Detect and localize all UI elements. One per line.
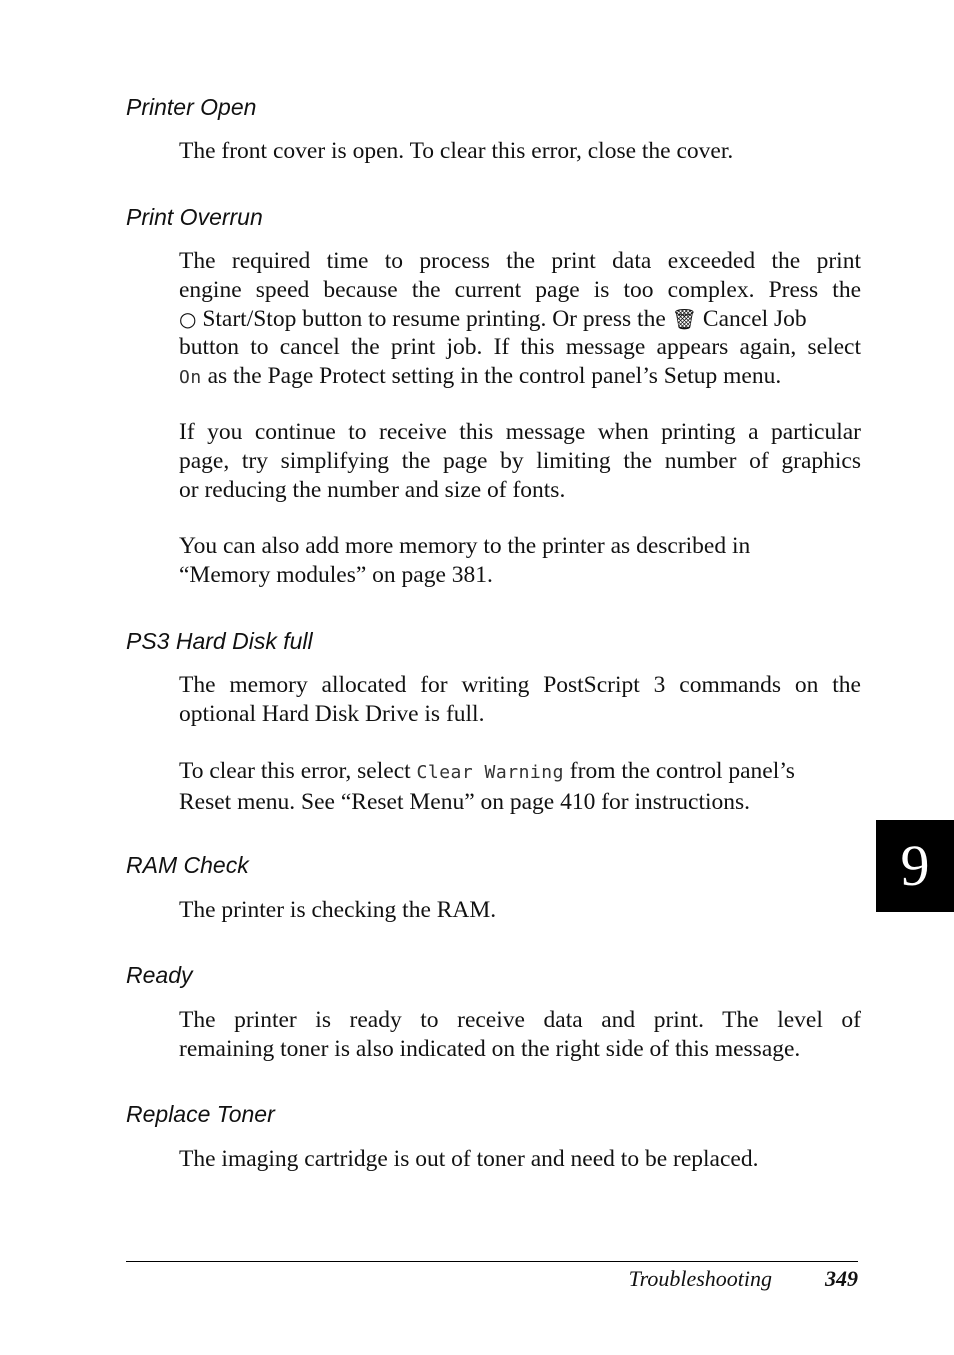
text-line: You can also add more memory to the printer as described in	[179, 533, 751, 559]
text-run: Cancel Job	[697, 305, 807, 332]
text-line: The imaging cartridge is out of toner and need to be replaced.	[179, 1146, 759, 1172]
text-line: page, try simplifying the page by limiting the number of graphics	[179, 447, 861, 474]
paragraph-ps3-hard-disk-2	[179, 757, 861, 817]
heading-ram-check: RAM Check	[126, 852, 249, 878]
paragraph-print-overrun-1	[179, 247, 861, 393]
text-line: optional Hard Disk Drive is full.	[179, 700, 485, 727]
start-stop-icon: ○	[179, 306, 197, 331]
heading-replace-toner: Replace Toner	[126, 1101, 275, 1127]
text-line: Reset menu. See “Reset Menu” on page 410 for instructions.	[179, 788, 751, 815]
paragraph-ram-check	[179, 896, 861, 925]
lcd-code-clear-warning: Clear Warning	[416, 762, 564, 783]
paragraph-replace-toner	[179, 1145, 861, 1174]
text-line: or reducing the number and size of fonts.	[179, 476, 566, 503]
paragraph-print-overrun-2	[179, 418, 861, 504]
paragraph-print-overrun-3	[179, 532, 861, 590]
paragraph-ps3-hard-disk-1	[179, 671, 861, 729]
heading-ready: Ready	[126, 962, 193, 988]
text-line: The printer is checking the RAM.	[179, 897, 497, 923]
cancel-job-icon: 🗑	[671, 306, 698, 331]
text-line: The required time to process the print data exceeded the print	[179, 248, 861, 274]
text-line	[179, 305, 861, 334]
text-line: button to cancel the print job. If this message appears again, select	[179, 334, 861, 361]
text-line: remaining toner is also indicated on the right side of this message.	[179, 1035, 801, 1062]
text-run: from the control panel’s	[563, 758, 795, 784]
text-line: The memory allocated for writing PostScript 3 commands on the	[179, 672, 861, 698]
text-run: as the Page Protect setting in the control panel’s Setup menu.	[201, 363, 782, 390]
heading-ps3-hard-disk-full: PS3 Hard Disk full	[126, 628, 313, 654]
text-line: “Memory modules” on page 381.	[179, 561, 493, 588]
paragraph-ready	[179, 1006, 861, 1064]
paragraph-printer-open	[179, 137, 861, 166]
text-line: The printer is ready to receive data and print. The level of	[179, 1007, 861, 1033]
page-number: 349	[825, 1266, 858, 1291]
footer-rule	[126, 1261, 858, 1262]
lcd-code-on: On	[179, 367, 202, 389]
heading-print-overrun: Print Overrun	[126, 204, 263, 230]
text-line: The front cover is open. To clear this error, close the cover.	[179, 138, 734, 164]
text-run: Start/Stop button to resume printing. Or press the	[196, 305, 672, 332]
text-line	[179, 757, 861, 788]
text-line: engine speed because the current page is too complex. Press the	[179, 276, 861, 303]
text-run: To clear this error, select	[179, 758, 417, 784]
text-line: If you continue to receive this message when printing a particular	[179, 419, 861, 445]
chapter-tab: 9	[876, 820, 954, 912]
text-line	[179, 362, 861, 393]
heading-printer-open: Printer Open	[126, 94, 257, 120]
footer-section-label: Troubleshooting	[628, 1266, 772, 1291]
